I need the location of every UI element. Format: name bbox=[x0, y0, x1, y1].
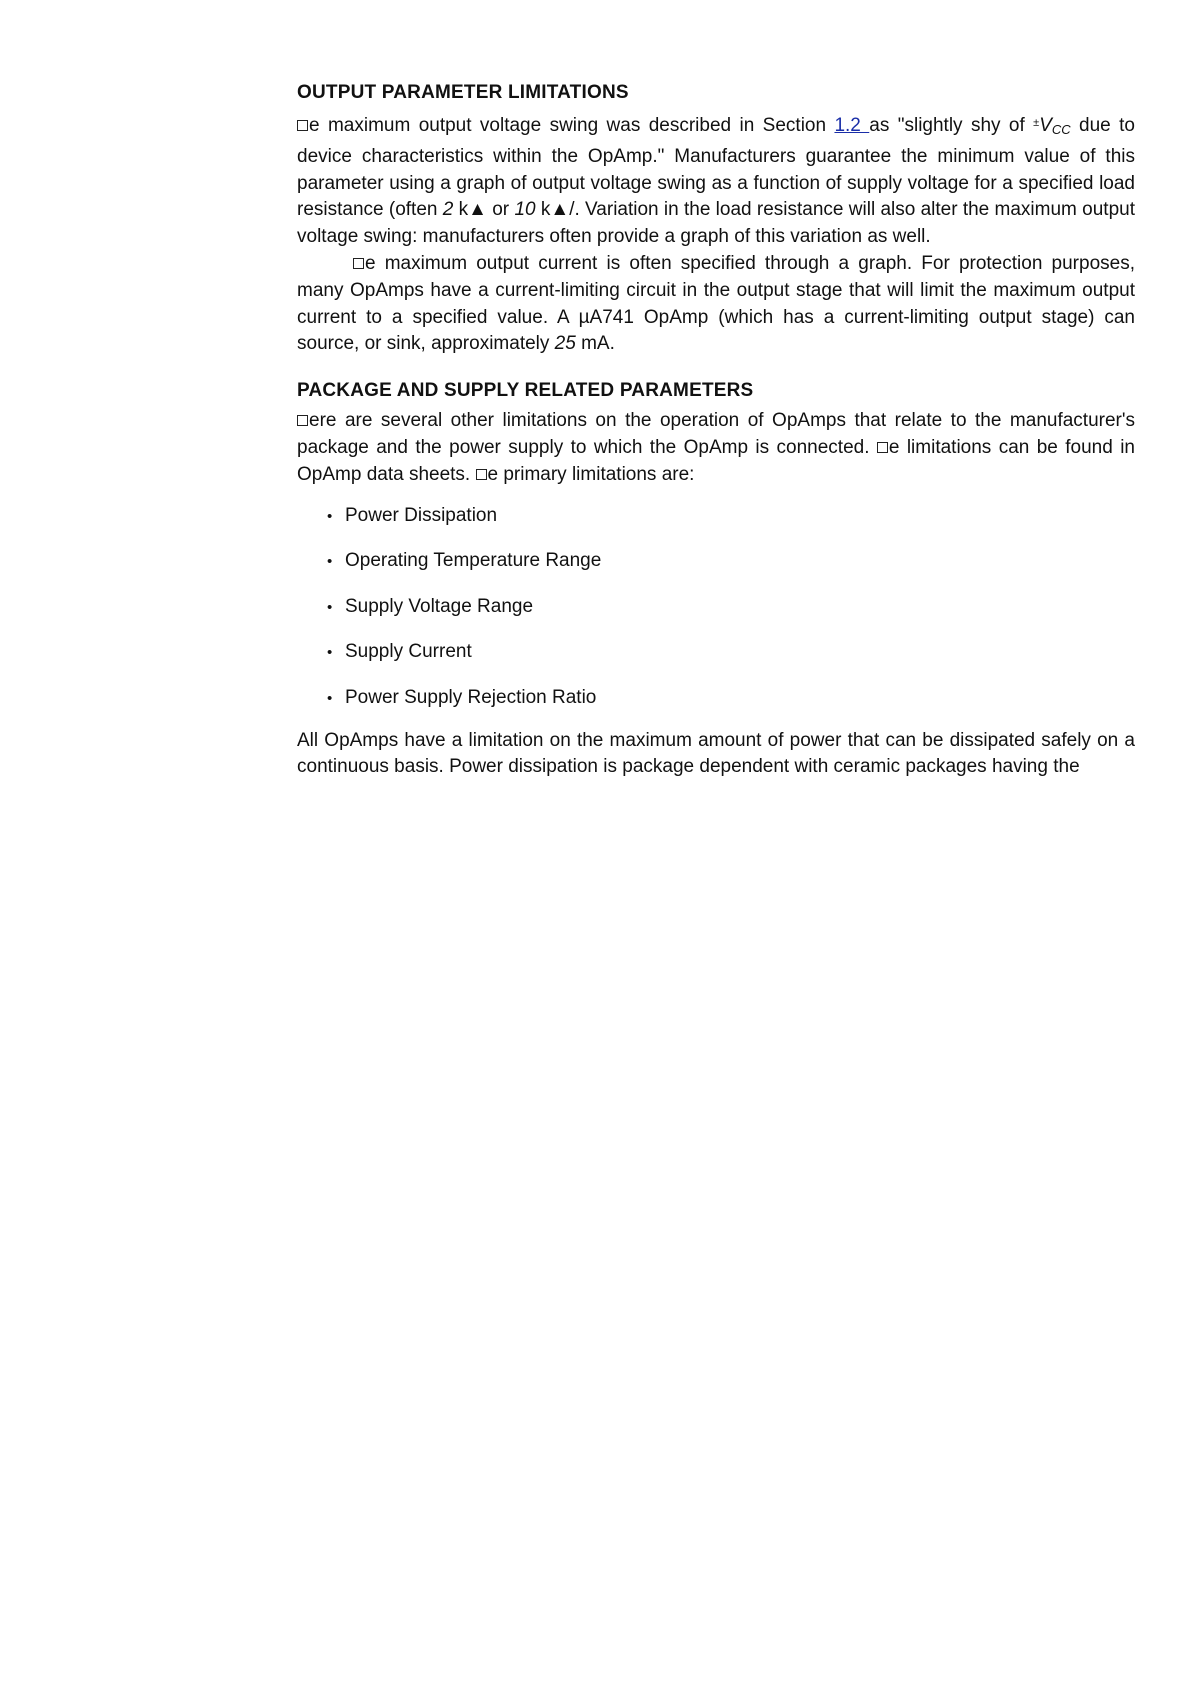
missing-ligature-glyph-icon bbox=[297, 415, 308, 426]
bullet-icon: • bbox=[327, 644, 333, 662]
paragraph-output-voltage-swing bbox=[297, 110, 1135, 251]
section-link[interactable]: 1.2 bbox=[834, 115, 870, 136]
bullet-icon: • bbox=[327, 507, 333, 525]
vcc-symbol: V bbox=[1039, 115, 1052, 136]
text-run: e maximum output current is often specified through a graph. For protection purposes, many OpAmps have a current-limiting circuit in the output stage that will limit the maximum output current to a specified value. A µA741 OpAmp (which has a current-limiting output stage) can source, or sink, approximately bbox=[297, 252, 1135, 355]
text-run: due to device characteristics within the OpAmp." Manufacturers guarantee the minimum value of this parameter using a graph of output voltage swing as a function of supply voltage for a specified load resistance (often bbox=[297, 115, 1135, 221]
missing-ligature-glyph-icon bbox=[877, 442, 888, 453]
page-body bbox=[297, 80, 1135, 781]
text-run: e maximum output voltage swing was described in Section bbox=[309, 115, 835, 136]
list-item-label: Power Supply Rejection Ratio bbox=[345, 686, 597, 708]
list-item bbox=[327, 639, 1135, 666]
list-item-label: Supply Voltage Range bbox=[345, 595, 534, 617]
text-run: as "slightly shy of bbox=[869, 115, 1034, 136]
section-heading-output-parameter-limitations: OUTPUT PARAMETER LIMITATIONS bbox=[297, 82, 629, 103]
limitations-list bbox=[297, 503, 1135, 712]
list-item bbox=[327, 548, 1135, 575]
text-run: k▲/. Variation in the load resistance will also alter the maximum output voltage swing: manufacturers often provide a graph of this variation as well. bbox=[297, 199, 1135, 248]
text-run: mA. bbox=[575, 333, 615, 355]
missing-ligature-glyph-icon bbox=[476, 469, 487, 480]
text-run: ere are several other limitations on the operation of OpAmps that relate to the manufacturer's package and the power supply to which the OpAmp is connected. bbox=[297, 410, 1135, 458]
text-run: e primary limitations are: bbox=[487, 463, 695, 485]
bullet-icon: • bbox=[327, 553, 333, 571]
bullet-icon: • bbox=[327, 598, 333, 616]
list-item-label: Supply Current bbox=[345, 641, 472, 663]
paragraph-other-limitations bbox=[297, 408, 1135, 488]
list-item bbox=[327, 685, 1135, 712]
list-item-label: Operating Temperature Range bbox=[345, 550, 602, 572]
vcc-subscript: CC bbox=[1051, 122, 1071, 137]
list-item bbox=[327, 503, 1135, 530]
plus-minus-symbol: ± bbox=[1033, 117, 1040, 129]
paragraph-output-current bbox=[297, 251, 1135, 358]
missing-ligature-glyph-icon bbox=[353, 258, 364, 269]
missing-ligature-glyph-icon bbox=[297, 120, 308, 131]
load-resistance-value-2: 10 bbox=[514, 199, 536, 221]
bullet-icon: • bbox=[327, 689, 333, 707]
list-item-label: Power Dissipation bbox=[345, 504, 498, 526]
paragraph-power-dissipation: All OpAmps have a limitation on the maximum amount of power that can be dissipated safely on a continuous basis. Power dissipation is package dependent with ceramic packages having the bbox=[297, 729, 1135, 778]
list-item bbox=[327, 594, 1135, 621]
current-value: 25 bbox=[554, 333, 576, 355]
load-resistance-value-1: 2 bbox=[442, 199, 454, 221]
text-run: e limitations can be found in OpAmp data sheets. bbox=[297, 436, 1135, 485]
text-run: k▲ or bbox=[453, 199, 515, 221]
section-heading-package-supply-parameters: PACKAGE AND SUPPLY RELATED PARAMETERS bbox=[297, 380, 754, 402]
